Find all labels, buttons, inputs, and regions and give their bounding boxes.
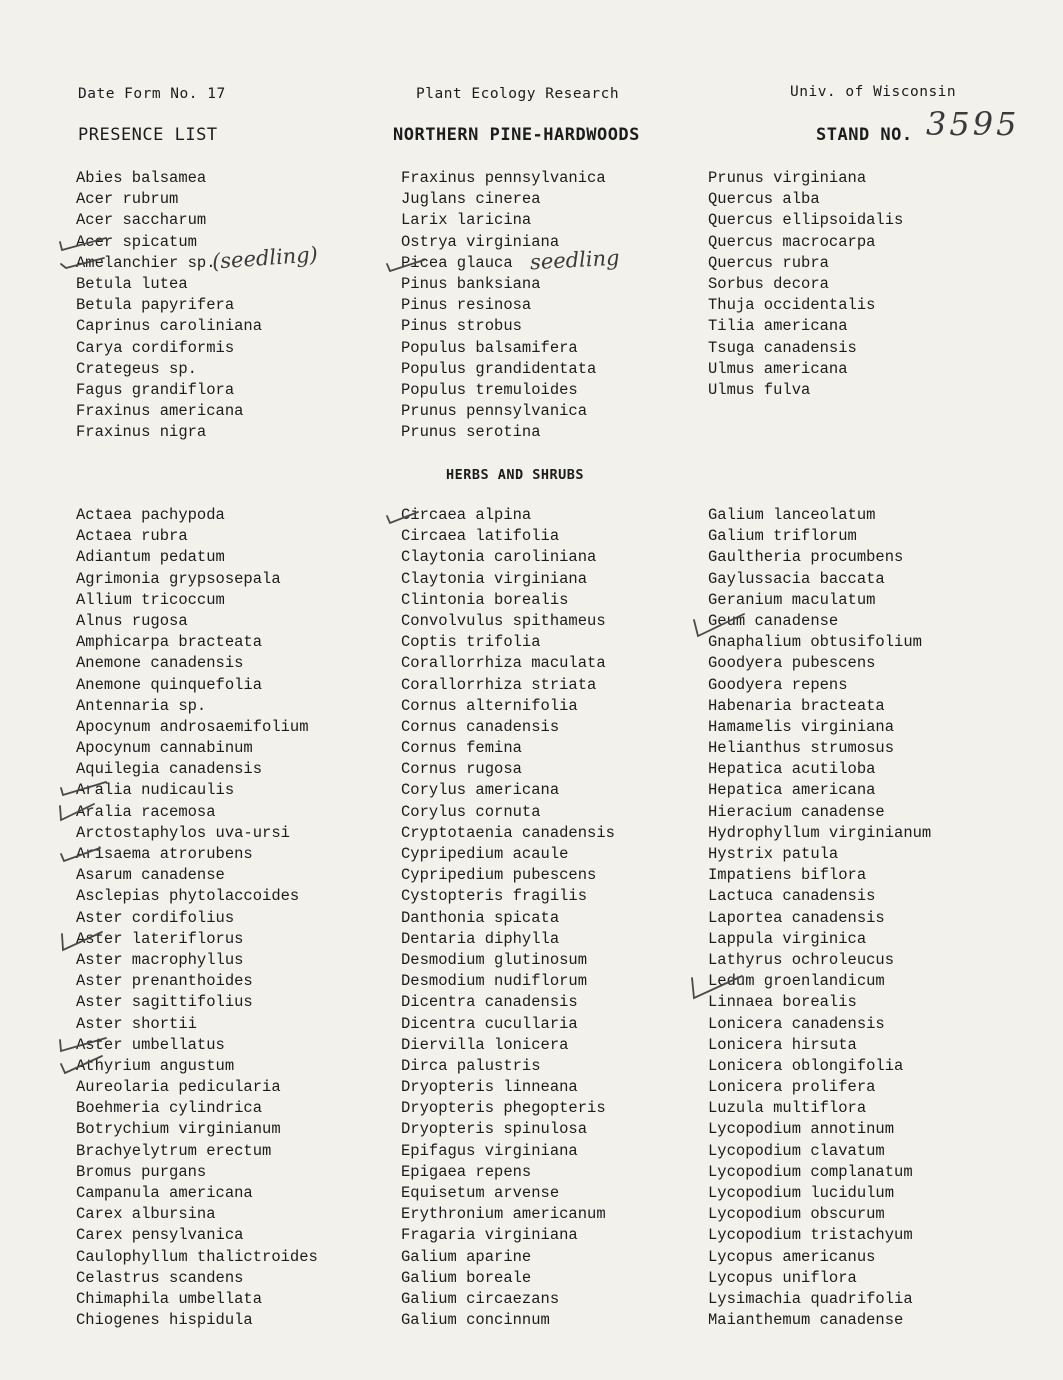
list-item: Arisaema atrorubens <box>76 845 253 863</box>
list-item: Sorbus decora <box>708 274 829 293</box>
list-item: Quercus alba <box>708 190 820 209</box>
list-item: Prunus serotina <box>401 423 541 442</box>
list-item: Crategeus sp. <box>76 359 197 378</box>
list-item: Cornus canadensis <box>401 717 560 736</box>
list-item: Gnaphalium obtusifolium <box>708 633 922 652</box>
list-item: Alnus rugosa <box>76 611 188 630</box>
herb-column-2 <box>401 505 615 1331</box>
list-item: Larix laricina <box>401 211 532 230</box>
list-item: Aster umbellatus <box>76 1035 225 1054</box>
list-item: Cornus rugosa <box>401 760 522 779</box>
list-item: Agrimonia grypsosepala <box>76 569 281 588</box>
list-item: Cornus femina <box>401 739 522 758</box>
list-item: Carex albursina <box>76 1205 216 1224</box>
list-item: Cypripedium pubescens <box>401 866 597 885</box>
list-item: Anemone canadensis <box>76 654 244 673</box>
list-item: Laportea canadensis <box>708 908 885 927</box>
list-item: Tsuga canadensis <box>708 338 857 357</box>
list-item: Circaea latifolia <box>401 527 560 546</box>
list-item: Celastrus scandens <box>76 1268 244 1287</box>
list-item: Corallorrhiza striata <box>401 675 597 694</box>
list-item: Lonicera canadensis <box>708 1014 885 1033</box>
list-item: Maianthemum canadense <box>708 1311 904 1330</box>
list-item: Lappula virginica <box>708 929 867 948</box>
list-item: Anemone quinquefolia <box>76 675 263 694</box>
list-item: Aralia nudicaulis <box>76 781 235 800</box>
list-item: Aster prenanthoides <box>76 972 253 991</box>
list-item: Coptis trifolia <box>401 633 541 652</box>
list-item: Populus tremuloides <box>401 380 578 399</box>
list-item: Acer rubrum <box>76 190 179 209</box>
list-item: Fraxinus nigra <box>76 423 207 442</box>
list-item: Juglans cinerea <box>401 190 541 209</box>
checkmark-icon <box>56 800 96 822</box>
list-item: Lycopodium tristachyum <box>708 1226 913 1245</box>
community-title: NORTHERN PINE-HARDWOODS <box>393 125 640 145</box>
list-item: Gaylussacia baccata <box>708 569 885 588</box>
list-item: Dicentra canadensis <box>401 993 578 1012</box>
list-item: Cornus alternifolia <box>401 696 578 715</box>
list-item: Aster sagittifolius <box>76 993 253 1012</box>
list-item: Goodyera repens <box>708 675 848 694</box>
list-item: Brachyelytrum erectum <box>76 1141 272 1160</box>
list-item: Boehmeria cylindrica <box>76 1099 263 1118</box>
list-item: Galium circaezans <box>401 1289 560 1308</box>
list-item: Picea glauca <box>401 253 513 272</box>
checkmark-icon <box>56 234 108 254</box>
list-item: Galium boreale <box>401 1268 532 1287</box>
list-item: Botrychium virginianum <box>76 1120 281 1139</box>
list-item: Fraxinus americana <box>76 402 244 421</box>
checkmark-icon <box>58 844 102 864</box>
list-item: Dicentra cucullaria <box>401 1014 578 1033</box>
list-item: Caulophyllum thalictroides <box>76 1247 318 1266</box>
list-item: Galium aparine <box>401 1247 532 1266</box>
list-item: Claytonia caroliniana <box>401 548 597 567</box>
list-item: Pinus strobus <box>401 317 522 336</box>
seedling-note-2: seedling <box>529 245 621 275</box>
list-item: Aster lateriflorus <box>76 929 244 948</box>
list-item: Acer spicatum <box>76 232 197 251</box>
list-item: Aralia racemosa <box>76 802 216 821</box>
list-item: Lysimachia quadrifolia <box>708 1289 913 1308</box>
list-item: Epifagus virginiana <box>401 1141 578 1160</box>
list-item: Caprinus caroliniana <box>76 317 263 336</box>
list-item: Prunus virginiana <box>708 169 867 187</box>
list-item: Hystrix patula <box>708 845 839 863</box>
list-item: Hamamelis virginiana <box>708 717 895 736</box>
list-item: Lonicera hirsuta <box>708 1035 857 1054</box>
list-title: PRESENCE LIST <box>78 125 218 145</box>
list-item: Chiogenes hispidula <box>76 1311 253 1330</box>
list-item: Impatiens biflora <box>708 866 867 885</box>
list-item: Lycopodium lucidulum <box>708 1184 895 1202</box>
list-item: Erythronium americanum <box>401 1205 606 1224</box>
list-item: Dryopteris spinulosa <box>401 1120 588 1139</box>
list-item: Ledum groenlandicum <box>708 972 885 991</box>
list-item: Quercus macrocarpa <box>708 232 876 251</box>
list-item: Lycopus americanus <box>708 1247 876 1266</box>
list-item: Hepatica americana <box>708 781 876 800</box>
list-item: Lycopus uniflora <box>708 1268 857 1287</box>
list-item: Circaea alpina <box>401 506 532 524</box>
list-item: Galium triflorum <box>708 527 857 546</box>
list-item: Lycopodium annotinum <box>708 1120 895 1139</box>
list-item: Lonicera prolifera <box>708 1078 876 1097</box>
list-item: Lycopodium clavatum <box>708 1141 885 1160</box>
tree-column-3 <box>708 168 903 401</box>
checkmark-icon <box>56 1034 108 1054</box>
list-item: Aster shortii <box>76 1014 197 1033</box>
herb-column-1 <box>76 505 318 1331</box>
list-item: Ulmus fulva <box>708 380 811 399</box>
list-item: Betula lutea <box>76 274 188 293</box>
list-item: Diervilla lonicera <box>401 1035 569 1054</box>
list-item: Carex pensylvanica <box>76 1226 244 1245</box>
list-item: Athyrium angustum <box>76 1056 235 1075</box>
list-item: Actaea pachypoda <box>76 506 225 524</box>
list-item: Dentaria diphylla <box>401 929 560 948</box>
list-item: Dirca palustris <box>401 1056 541 1075</box>
list-item: Amelanchier sp. <box>76 253 216 272</box>
list-item: Hepatica acutiloba <box>708 760 876 779</box>
list-item: Galium concinnum <box>401 1311 550 1330</box>
list-item: Fagus grandiflora <box>76 380 235 399</box>
list-item: Dryopteris linneana <box>401 1078 578 1097</box>
list-item: Adiantum pedatum <box>76 548 225 567</box>
list-item: Campanula americana <box>76 1184 253 1202</box>
list-item: Lycopodium obscurum <box>708 1205 885 1224</box>
list-item: Cystopteris fragilis <box>401 887 588 906</box>
list-item: Carya cordiformis <box>76 338 235 357</box>
herbs-heading: HERBS AND SHRUBS <box>446 467 585 483</box>
list-item: Fraxinus pennsylvanica <box>401 169 606 187</box>
checkmark-icon <box>58 778 108 798</box>
list-item: Ulmus americana <box>708 359 848 378</box>
list-item: Asarum canadense <box>76 866 225 885</box>
list-item: Lactuca canadensis <box>708 887 876 906</box>
list-item: Populus grandidentata <box>401 359 597 378</box>
checkmark-icon <box>690 610 746 638</box>
list-item: Arctostaphylos uva-ursi <box>76 823 290 842</box>
list-item: Epigaea repens <box>401 1162 532 1181</box>
list-item: Lonicera oblongifolia <box>708 1056 904 1075</box>
list-item: Hydrophyllum virginianum <box>708 823 932 842</box>
list-item: Linnaea borealis <box>708 993 857 1012</box>
list-item: Fragaria virginiana <box>401 1226 578 1245</box>
list-item: Luzula multiflora <box>708 1099 867 1118</box>
list-item: Betula papyrifera <box>76 296 235 315</box>
tree-column-2 <box>401 168 606 443</box>
list-item: Habenaria bracteata <box>708 696 885 715</box>
list-item: Tilia americana <box>708 317 848 336</box>
list-item: Clintonia borealis <box>401 590 569 609</box>
list-item: Corylus americana <box>401 781 560 800</box>
stand-label: STAND NO. <box>816 125 913 145</box>
list-item: Galium lanceolatum <box>708 506 876 524</box>
list-item: Cypripedium acaule <box>401 845 569 863</box>
list-item: Acer saccharum <box>76 211 207 230</box>
checkmark-icon <box>384 508 420 526</box>
list-item: Lycopodium complanatum <box>708 1162 913 1181</box>
list-item: Corylus cornuta <box>401 802 541 821</box>
list-item: Equisetum arvense <box>401 1184 560 1202</box>
stand-number-handwritten: 3595 <box>926 105 1020 143</box>
list-item: Pinus resinosa <box>401 296 532 315</box>
list-item: Claytonia virginiana <box>401 569 588 588</box>
list-item: Helianthus strumosus <box>708 739 895 758</box>
list-item: Hieracium canadense <box>708 802 885 821</box>
list-item: Cryptotaenia canadensis <box>401 823 615 842</box>
list-item: Aster macrophyllus <box>76 950 244 969</box>
list-item: Actaea rubra <box>76 527 188 546</box>
list-item: Amphicarpa bracteata <box>76 633 263 652</box>
list-item: Allium tricoccum <box>76 590 225 609</box>
seedling-note-1: (seedling) <box>211 242 319 274</box>
list-item: Corallorrhiza maculata <box>401 654 606 673</box>
checkmark-icon <box>688 972 744 1000</box>
list-item: Geum canadense <box>708 611 839 630</box>
list-item: Antennaria sp. <box>76 696 207 715</box>
list-item: Prunus pennsylvanica <box>401 402 588 421</box>
list-item: Ostrya virginiana <box>401 232 560 251</box>
checkmark-icon <box>58 1052 104 1076</box>
list-item: Goodyera pubescens <box>708 654 876 673</box>
list-item: Chimaphila umbellata <box>76 1289 263 1308</box>
list-item: Aureolaria pedicularia <box>76 1078 281 1097</box>
checkmark-icon <box>58 254 106 272</box>
list-item: Abies balsamea <box>76 169 207 187</box>
list-item: Dryopteris phegopteris <box>401 1099 606 1118</box>
list-item: Asclepias phytolaccoides <box>76 887 300 906</box>
form-number: Date Form No. 17 <box>78 86 226 102</box>
list-item: Thuja occidentalis <box>708 296 876 315</box>
list-item: Populus balsamifera <box>401 338 578 357</box>
list-item: Danthonia spicata <box>401 908 560 927</box>
checkmark-icon <box>58 928 104 952</box>
list-item: Aquilegia canadensis <box>76 760 263 779</box>
list-item: Desmodium glutinosum <box>401 950 588 969</box>
organization: Plant Ecology Research <box>416 86 620 102</box>
list-item: Apocynum cannabinum <box>76 739 253 758</box>
university: Univ. of Wisconsin <box>790 84 957 100</box>
list-item: Quercus rubra <box>708 253 829 272</box>
checkmark-icon <box>384 256 426 274</box>
list-item: Apocynum androsaemifolium <box>76 717 309 736</box>
list-item: Lathyrus ochroleucus <box>708 950 895 969</box>
tree-column-1 <box>76 168 262 443</box>
list-item: Aster cordifolius <box>76 908 235 927</box>
list-item: Pinus banksiana <box>401 274 541 293</box>
list-item: Bromus purgans <box>76 1162 207 1181</box>
list-item: Quercus ellipsoidalis <box>708 211 904 230</box>
list-item: Gaultheria procumbens <box>708 548 904 567</box>
list-item: Convolvulus spithameus <box>401 611 606 630</box>
list-item: Desmodium nudiflorum <box>401 972 588 991</box>
list-item: Geranium maculatum <box>708 590 876 609</box>
